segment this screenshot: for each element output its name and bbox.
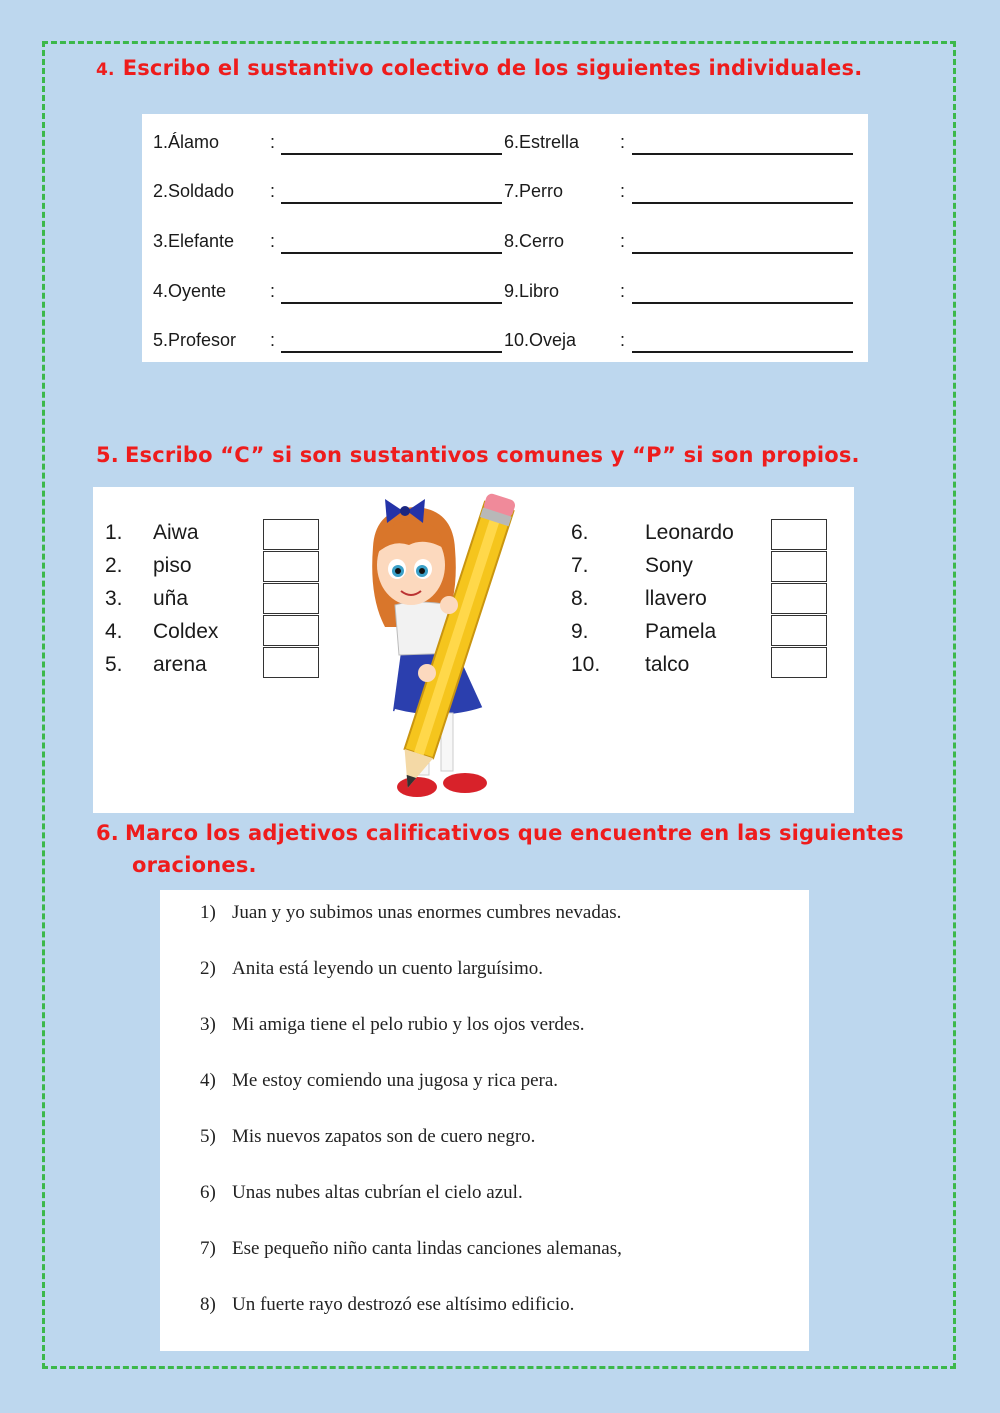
section-4-number: 4.	[96, 60, 115, 80]
sentence-number: 8)	[200, 1294, 216, 1315]
answer-line[interactable]	[281, 351, 502, 353]
noun-word: Coldex	[153, 620, 219, 643]
sentence-number: 4)	[200, 1070, 216, 1091]
section-4-title: Escribo el sustantivo colectivo de los siguientes individuales.	[122, 56, 863, 80]
sentence-number: 2)	[200, 958, 216, 979]
answer-line[interactable]	[281, 302, 502, 304]
sentence-text: Un fuerte rayo destrozó ese altísimo edificio.	[232, 1294, 575, 1315]
sentence-item[interactable]	[200, 1126, 535, 1148]
table-row	[142, 326, 868, 356]
answer-checkbox[interactable]	[263, 647, 319, 678]
item-number: 4.	[105, 620, 123, 643]
answer-checkbox[interactable]	[771, 519, 827, 550]
sentence-item[interactable]	[200, 902, 621, 924]
sentence-text: Mis nuevos zapatos son de cuero negro.	[232, 1126, 536, 1147]
sentence-item[interactable]	[200, 958, 543, 980]
table-row	[142, 277, 868, 307]
colon: :	[270, 181, 276, 201]
answer-checkbox[interactable]	[263, 615, 319, 646]
sentence-text: Unas nubes altas cubrían el cielo azul.	[232, 1182, 523, 1203]
answer-line[interactable]	[281, 252, 502, 254]
sentence-number: 7)	[200, 1238, 216, 1259]
answer-checkbox[interactable]	[771, 615, 827, 646]
individual-noun: 10.Oveja	[504, 330, 577, 350]
noun-word: uña	[153, 587, 189, 610]
table-row	[142, 227, 868, 257]
item-number: 3.	[105, 587, 123, 610]
sentence-text: Anita está leyendo un cuento larguísimo.	[232, 958, 543, 979]
section-4-heading	[96, 56, 862, 80]
item-number: 7.	[571, 554, 589, 577]
sentence-text: Mi amiga tiene el pelo rubio y los ojos verdes.	[232, 1014, 585, 1035]
answer-checkbox[interactable]	[263, 551, 319, 582]
answer-line[interactable]	[632, 302, 853, 304]
item-number: 9.	[571, 620, 589, 643]
individual-noun: 7.Perro	[504, 181, 564, 201]
sentence-number: 1)	[200, 902, 216, 923]
individual-noun: 1.Álamo	[153, 132, 220, 152]
answer-line[interactable]	[632, 153, 853, 155]
sentence-number: 5)	[200, 1126, 216, 1147]
section-5-number: 5.	[96, 443, 119, 467]
answer-checkbox[interactable]	[771, 647, 827, 678]
colon: :	[620, 231, 626, 251]
section-6-title-line2: oraciones.	[132, 853, 257, 877]
noun-word: arena	[153, 653, 207, 676]
individual-noun: 6.Estrella	[504, 132, 580, 152]
sentence-item[interactable]	[200, 1182, 523, 1204]
answer-line[interactable]	[632, 252, 853, 254]
common-proper-nouns-exercise	[93, 487, 854, 813]
item-number: 6.	[571, 521, 589, 544]
colon: :	[270, 231, 276, 251]
colon: :	[270, 281, 276, 301]
noun-word: Leonardo	[645, 521, 734, 544]
noun-word: Sony	[645, 554, 693, 577]
answer-line[interactable]	[281, 202, 502, 204]
individual-noun: 5.Profesor	[153, 330, 237, 350]
item-number: 2.	[105, 554, 123, 577]
section-5-title: Escribo “C” si son sustantivos comunes y “P” si son propios.	[125, 443, 860, 467]
colon: :	[270, 330, 276, 350]
noun-word: Pamela	[645, 620, 717, 643]
colon: :	[620, 330, 626, 350]
individual-noun: 9.Libro	[504, 281, 560, 301]
noun-word: piso	[153, 554, 192, 577]
answer-line[interactable]	[281, 153, 502, 155]
noun-word: Aiwa	[153, 521, 199, 544]
individual-noun: 4.Oyente	[153, 281, 227, 301]
colon: :	[620, 132, 626, 152]
sentence-item[interactable]	[200, 1014, 584, 1036]
noun-word: talco	[645, 653, 690, 676]
answer-line[interactable]	[632, 351, 853, 353]
table-row	[142, 128, 868, 158]
item-number: 5.	[105, 653, 123, 676]
sentence-item[interactable]	[200, 1070, 558, 1092]
answer-checkbox[interactable]	[263, 583, 319, 614]
item-number: 8.	[571, 587, 589, 610]
answer-line[interactable]	[632, 202, 853, 204]
colon: :	[620, 181, 626, 201]
noun-word: llavero	[645, 587, 707, 610]
sentence-item[interactable]	[200, 1294, 574, 1316]
individual-noun: 8.Cerro	[504, 231, 565, 251]
answer-checkbox[interactable]	[771, 583, 827, 614]
section-5-heading	[96, 443, 860, 467]
collective-nouns-table	[142, 114, 868, 362]
sentence-item[interactable]	[200, 1238, 622, 1260]
section-6-number: 6.	[96, 821, 119, 845]
section-6-heading	[96, 821, 904, 877]
colon: :	[620, 281, 626, 301]
section-6-title-line1: Marco los adjetivos calificativos que encuentre en las siguientes	[125, 821, 904, 845]
individual-noun: 3.Elefante	[153, 231, 235, 251]
sentence-number: 3)	[200, 1014, 216, 1035]
answer-checkbox[interactable]	[263, 519, 319, 550]
table-row	[142, 177, 868, 207]
adjectives-sentences-box	[160, 890, 809, 1351]
answer-checkbox[interactable]	[771, 551, 827, 582]
sentence-text: Ese pequeño niño canta lindas canciones alemanas,	[232, 1238, 622, 1259]
item-number: 10.	[571, 653, 601, 676]
girl-with-pencil-illustration	[355, 487, 535, 813]
item-number: 1.	[105, 521, 123, 544]
individual-noun: 2.Soldado	[153, 181, 235, 201]
colon: :	[270, 132, 276, 152]
sentence-text: Me estoy comiendo una jugosa y rica pera.	[232, 1070, 559, 1091]
sentence-text: Juan y yo subimos unas enormes cumbres nevadas.	[232, 902, 622, 923]
sentence-number: 6)	[200, 1182, 216, 1203]
